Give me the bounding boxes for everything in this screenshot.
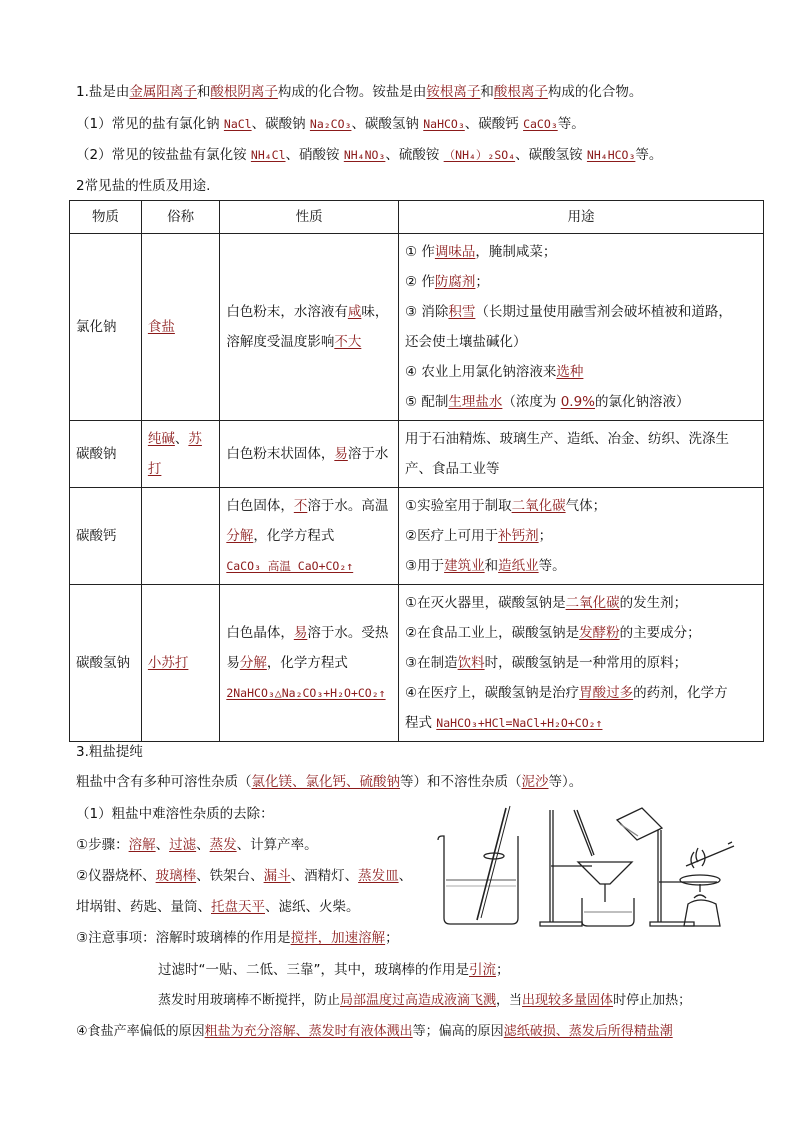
text: ③ 消除 — [405, 304, 449, 320]
alias-cell — [141, 421, 219, 488]
notes-line-2: 过滤时“一贴、二低、三靠”，其中，玻璃棒的作用是引流； — [158, 962, 510, 978]
table-row — [70, 421, 764, 488]
answer-blank: 咸 — [347, 304, 362, 320]
text: ，化学方程式 — [266, 655, 348, 671]
answer-blank: 泥沙 — [521, 774, 549, 790]
text: 等。 — [538, 558, 566, 574]
text: 溶于水。受热 — [307, 625, 389, 641]
answer-blank: 食盐 — [147, 319, 175, 335]
answer-blank: 苏打 — [147, 431, 202, 477]
text: 白色固体， — [226, 498, 294, 514]
uses-cell — [399, 234, 764, 421]
text: 时，碳酸氢钠是一种常用的原料； — [484, 655, 688, 671]
answer-blank: 铵根离子 — [426, 84, 481, 100]
header-alias: 俗称 — [141, 201, 219, 234]
use-line — [405, 588, 757, 618]
answer-blank: 胃酸过多 — [579, 685, 634, 701]
answer-blank: 易 — [334, 446, 348, 462]
filtration-setup-icon — [540, 808, 662, 926]
answer-blank: 溶解 — [128, 837, 156, 853]
property-line — [226, 297, 392, 327]
beaker-with-glass-rod-icon — [438, 806, 518, 924]
answer-blank: 酸根阴离子 — [210, 84, 278, 100]
answer-blank: 二氧化碳 — [511, 498, 566, 514]
text: 的氯化钠溶液） — [595, 394, 690, 410]
answer-blank: 粗盐为充分溶解、蒸发时有液体溅出 — [204, 1024, 413, 1039]
header-uses: 用途 — [399, 201, 764, 234]
answer-blank: 补钙剂 — [498, 528, 539, 544]
salt-definition: 1.盐是由金属阳离子和酸根阴离子构成的化合物。铵盐是由铵根离子和酸根离子构成的化合物。 — [76, 84, 643, 100]
instruments-line-2: 坩埚钳、药匙、量筒、托盘天平、滤纸、火柴。 — [76, 899, 360, 915]
answer-blank: 玻璃棒 — [155, 868, 197, 884]
answer-blank: 积雪 — [448, 304, 476, 320]
use-line — [405, 551, 757, 581]
use-line — [405, 387, 757, 417]
section-3-title: 3.粗盐提纯 — [76, 744, 143, 760]
text: （浓度为 — [502, 394, 561, 410]
property-line — [226, 648, 392, 678]
text: 溶解度受温度影响 — [226, 334, 335, 350]
text: 溶于水 — [347, 446, 389, 462]
formula: NH₄HCO₃ — [586, 148, 636, 162]
answer-blank: 氯化镁、氯化钙、硫酸钠 — [251, 774, 400, 790]
answer-blank: 建筑业 — [444, 558, 485, 574]
answer-blank: 分解 — [226, 528, 254, 544]
formula: CaCO₃ — [523, 117, 558, 131]
alias-cell — [141, 234, 219, 421]
answer-blank: 2NaHCO₃△Na₂CO₃+H₂O+CO₂↑ — [226, 686, 386, 700]
use-line — [405, 237, 757, 267]
alias-cell — [141, 585, 219, 742]
answer-blank: 分解 — [239, 655, 267, 671]
use-line — [405, 491, 757, 521]
text: ③用于 — [405, 558, 445, 574]
text: 味， — [361, 304, 389, 320]
answer-blank: 发酵粉 — [579, 625, 620, 641]
subsection-title: （1）粗盐中难溶性杂质的去除： — [76, 806, 274, 822]
text: ①在灭火器里，碳酸氢钠是 — [405, 595, 566, 611]
use-line — [405, 454, 757, 484]
salt-properties-table — [69, 200, 764, 742]
text: 溶于水。高温 — [307, 498, 389, 514]
header-properties: 性质 — [220, 201, 399, 234]
section-2-title: 2常见盐的性质及用途. — [76, 178, 211, 194]
uses-cell — [399, 421, 764, 488]
table-row — [70, 234, 764, 421]
use-line — [405, 267, 757, 297]
answer-blank: 易 — [293, 625, 308, 641]
text: 的主要成分； — [619, 625, 701, 641]
property-line — [226, 439, 392, 469]
answer-blank: 二氧化碳 — [565, 595, 620, 611]
common-salts: （1）常见的盐有氯化钠 NaCl、碳酸钠 Na₂CO₃、碳酸氢钠 NaHCO₃、碳酸钙 CaCO₃等。 — [76, 116, 585, 132]
use-line — [405, 297, 757, 327]
text: 气体； — [565, 498, 607, 514]
text: ； — [475, 274, 489, 290]
property-line — [226, 491, 392, 521]
property-line — [226, 551, 392, 581]
answer-blank: 小苏打 — [147, 655, 189, 671]
answer-blank: 酸根离子 — [493, 84, 548, 100]
property-line — [226, 678, 392, 708]
property-cell — [220, 421, 399, 488]
separator: 、 — [174, 431, 189, 447]
answer-blank: NaHCO₃+HCl=NaCl+H₂O+CO₂↑ — [436, 716, 603, 730]
property-line — [226, 327, 392, 357]
text: ① 作 — [405, 244, 435, 260]
answer-blank: 局部温度过高造成液滴飞溅 — [340, 993, 497, 1008]
formula: NaHCO₃ — [423, 117, 465, 131]
answer-blank: 蒸发 — [209, 837, 237, 853]
yield-line: ④食盐产率偏低的原因粗盐为充分溶解、蒸发时有液体溅出等；偏高的原因滤纸破损、蒸发后所得精盐潮 — [76, 1024, 673, 1039]
formula: NaCl — [223, 117, 252, 131]
impurities-line: 粗盐中含有多种可溶性杂质（氯化镁、氯化钙、硫酸钠等）和不溶性杂质（泥沙等）。 — [76, 774, 583, 790]
text: ④ 农业上用氯化钠溶液来 — [405, 364, 557, 380]
text: 和 — [484, 558, 499, 574]
instruments-line-1: ②仪器烧杯、玻璃棒、铁架台、漏斗、酒精灯、蒸发皿、 — [76, 868, 413, 884]
answer-blank: 造纸业 — [498, 558, 539, 574]
text: ②医疗上可用于 — [405, 528, 499, 544]
answer-blank: 生理盐水 — [448, 394, 503, 410]
text: 程式 — [405, 715, 437, 731]
notes-line-1: ③注意事项：溶解时玻璃棒的作用是搅拌，加速溶解； — [76, 930, 399, 946]
text: 白色晶体， — [226, 625, 294, 641]
answer-blank: 不大 — [334, 334, 362, 350]
property-line — [226, 521, 392, 551]
text: ，化学方程式 — [253, 528, 335, 544]
text: ； — [538, 528, 553, 544]
use-line — [405, 357, 757, 387]
notes-line-3: 蒸发时用玻璃棒不断搅拌，防止局部温度过高造成液滴飞溅，当出现较多量固体时停止加热； — [158, 993, 692, 1008]
common-ammonium-salts: （2）常见的铵盐盐有氯化铵 NH₄Cl、硝酸铵 NH₄NO₃、硫酸铵 （NH₄）₂SO₄、碳酸氢铵 NH₄HCO₃等。 — [76, 147, 663, 163]
text: 易 — [226, 655, 240, 671]
use-line — [405, 618, 757, 648]
property-cell — [220, 488, 399, 585]
property-cell — [220, 234, 399, 421]
answer-blank: 金属阳离子 — [129, 84, 197, 100]
substance-cell: 碳酸钠 — [70, 421, 142, 488]
text: 产、食品工业等 — [405, 461, 500, 477]
substance-cell: 氯化钠 — [70, 234, 142, 421]
answer-blank: 0.9% — [560, 394, 596, 410]
use-line — [405, 327, 757, 357]
answer-blank: 托盘天平 — [211, 899, 265, 915]
formula: NH₄Cl — [250, 148, 286, 162]
answer-blank: 滤纸破损、蒸发后所得精盐潮 — [503, 1024, 673, 1039]
table-row — [70, 488, 764, 585]
table-row — [70, 585, 764, 742]
answer-blank: 过滤 — [169, 837, 197, 853]
text: ④在医疗上，碳酸氢钠是治疗 — [405, 685, 580, 701]
formula: Na₂CO₃ — [309, 117, 352, 131]
text: 还会使土壤盐碱化） — [405, 334, 527, 350]
use-line — [405, 678, 757, 708]
table-header-row — [70, 201, 764, 234]
answer-blank: 饮料 — [457, 655, 485, 671]
text: ② 作 — [405, 274, 435, 290]
answer-blank: 蒸发皿 — [358, 868, 399, 884]
answer-blank: 出现较多量固体 — [522, 993, 614, 1008]
alias-cell — [141, 488, 219, 585]
use-line — [405, 648, 757, 678]
answer-blank: 纯碱 — [147, 431, 175, 447]
text: 的发生剂； — [619, 595, 688, 611]
text: 的药剂，化学方 — [633, 685, 728, 701]
uses-cell — [399, 585, 764, 742]
text: 用于石油精炼、玻璃生产、造纸、冶金、纺织、洗涤生 — [405, 431, 729, 447]
text: ⑤ 配制 — [405, 394, 449, 410]
answer-blank: 调味品 — [434, 244, 476, 260]
answer-blank: 引流 — [469, 962, 496, 978]
text: ②在食品工业上，碳酸氢钠是 — [405, 625, 580, 641]
answer-blank: CaCO₃ 高温 CaO+CO₂↑ — [226, 559, 354, 573]
formula: NH₄NO₃ — [343, 148, 386, 162]
use-line — [405, 424, 757, 454]
text: ①实验室用于制取 — [405, 498, 512, 514]
lab-apparatus-illustration — [432, 800, 752, 930]
evaporation-setup-icon — [650, 830, 734, 926]
text: 白色粉末，水溶液有 — [226, 304, 348, 320]
property-line — [226, 618, 392, 648]
substance-cell: 碳酸氢钠 — [70, 585, 142, 742]
substance-cell: 碳酸钙 — [70, 488, 142, 585]
formula: （NH₄）₂SO₄ — [443, 148, 516, 162]
use-line — [405, 708, 757, 738]
text: ③在制造 — [405, 655, 458, 671]
header-substance: 物质 — [70, 201, 142, 234]
answer-blank: 防腐剂 — [434, 274, 476, 290]
answer-blank: 漏斗 — [263, 868, 291, 884]
uses-cell — [399, 488, 764, 585]
use-line — [405, 521, 757, 551]
property-cell — [220, 585, 399, 742]
answer-blank: 不 — [293, 498, 308, 514]
answer-blank: 选种 — [556, 364, 584, 380]
text: （长期过量使用融雪剂会破坏植被和道路， — [475, 304, 732, 320]
steps-line: ①步骤：溶解、过滤、蒸发、计算产率。 — [76, 837, 318, 853]
answer-blank: 搅拌，加速溶解 — [290, 930, 386, 946]
text: 白色粉末状固体， — [226, 446, 335, 462]
text: ，腌制咸菜； — [475, 244, 557, 260]
